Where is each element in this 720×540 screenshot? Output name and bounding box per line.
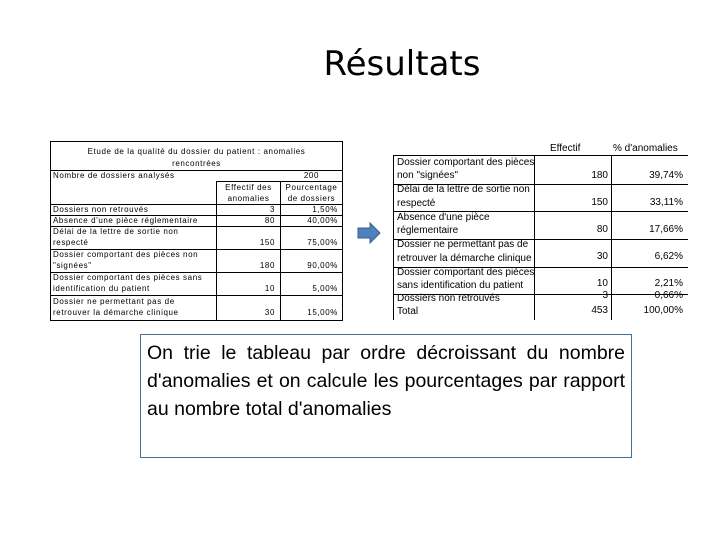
table-caption-line2: rencontrées: [172, 159, 221, 168]
row-count: 80: [596, 224, 608, 235]
row-label-cont: identification du patient: [53, 284, 150, 293]
row-label: Dossier comportant des pièces non: [53, 250, 199, 259]
row-label: Dossiers non retrouvés: [397, 293, 500, 304]
row-label-cont: retrouver la démarche clinique: [53, 308, 179, 317]
row-label-cont: "signées": [53, 261, 92, 270]
col-header-pct: % d'anomalies: [613, 143, 678, 154]
row-count: 80: [264, 216, 275, 225]
row-label: Délai de la lettre de sortie non: [53, 227, 179, 236]
row-label-cont: respecté: [397, 198, 436, 209]
row-label: Dossier comportant des pièces sans: [53, 273, 203, 282]
row-count: 30: [596, 251, 608, 262]
row-label: Dossier comportant des pièces: [397, 157, 535, 168]
row-label: Absence d'une pièce: [397, 212, 490, 223]
row-label: Dossier ne permettant pas de: [397, 239, 529, 250]
row-label: Délai de la lettre de sortie non: [397, 184, 530, 195]
col-header-effectif-2: anomalies: [227, 194, 270, 203]
row-count: 10: [596, 278, 608, 289]
row-label-cont: retrouver la démarche clinique: [397, 253, 532, 264]
slide-title: Résultats: [323, 44, 481, 84]
row-count: 180: [591, 170, 608, 181]
row-pct: 15,00%: [307, 308, 338, 317]
row-count: 3: [269, 205, 275, 214]
row-count: 10: [264, 284, 275, 293]
analyzed-label: Nombre de dossiers analysés: [53, 171, 175, 180]
row-label-cont: réglementaire: [397, 225, 459, 236]
sorted-anomalies-table: [393, 141, 687, 318]
row-count: 3: [602, 290, 608, 301]
row-label-cont: respecté: [53, 238, 89, 247]
row-pct: 40,00%: [307, 216, 338, 225]
row-label-cont: non "signées": [397, 170, 459, 181]
analyzed-value: 200: [303, 171, 319, 180]
row-count: 150: [591, 197, 608, 208]
total-pct: 100,00%: [643, 305, 683, 316]
row-pct: 90,00%: [307, 261, 338, 270]
row-label: Absence d'une pièce réglementaire: [53, 216, 198, 225]
col-header-effectif-1: Effectif des: [225, 183, 272, 192]
explanation-textbox: On trie le tableau par ordre décroissant du nombre d'anomalies et on calcule les pourcentages par rapport au nombre total d'anomalies: [140, 334, 632, 458]
row-label: Dossier comportant des pièces: [397, 267, 535, 278]
row-pct: 5,00%: [312, 284, 338, 293]
anomalies-summary-table: [50, 141, 343, 321]
row-count: 30: [264, 308, 275, 317]
col-header-pct-2: de dossiers: [287, 194, 336, 203]
right-arrow-icon: [357, 222, 381, 244]
total-label: Total: [397, 306, 419, 317]
total-count: 453: [591, 305, 608, 316]
row-label: Dossier ne permettant pas de: [53, 297, 175, 306]
row-pct: 6,62%: [654, 251, 683, 262]
row-label-cont: sans identification du patient: [397, 280, 524, 291]
row-pct: 33,11%: [649, 197, 683, 208]
row-pct: 1,50%: [312, 205, 338, 214]
row-count: 150: [259, 238, 275, 247]
row-count: 180: [259, 261, 275, 270]
row-pct: 0,66%: [654, 290, 683, 301]
row-pct: 17,66%: [649, 224, 683, 235]
table-caption-line1: Etude de la qualité du dossier du patient : anomalies: [87, 147, 306, 156]
col-header-count: Effectif: [550, 143, 581, 154]
row-pct: 39,74%: [649, 170, 683, 181]
col-header-pct-1: Pourcentage: [285, 183, 338, 192]
row-pct: 75,00%: [307, 238, 338, 247]
row-label: Dossiers non retrouvés: [53, 205, 149, 214]
row-pct: 2,21%: [654, 278, 683, 289]
